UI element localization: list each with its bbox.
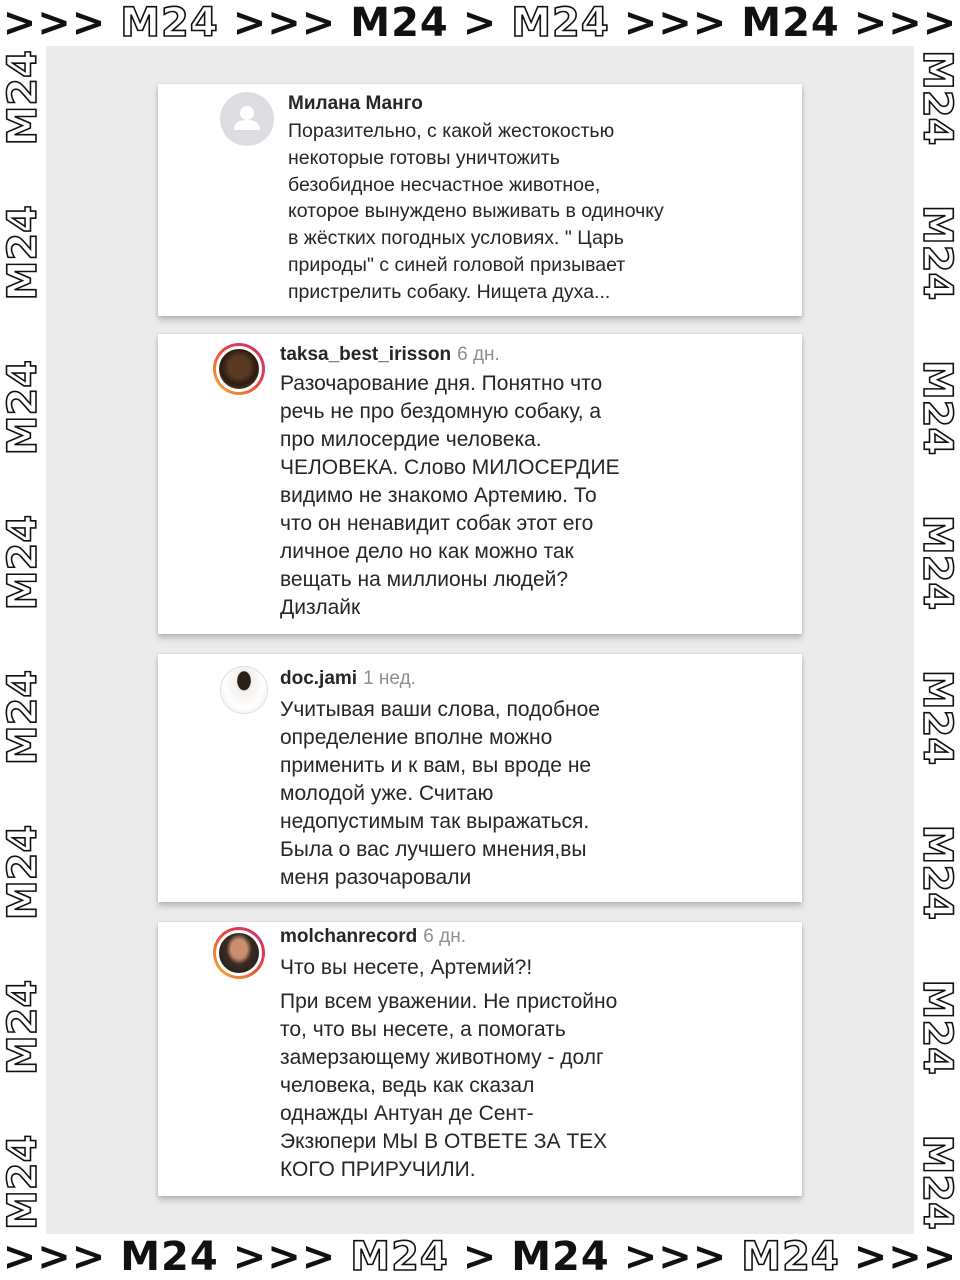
- separator: >>>: [2, 1234, 107, 1280]
- comment-header: [280, 926, 466, 948]
- brand-logo-outline: M24: [511, 0, 610, 46]
- brand-logo-outline: M24: [0, 979, 46, 1076]
- frame-left-banner: [0, 46, 46, 1234]
- separator: >: [462, 0, 498, 46]
- frame-bottom-banner: [0, 1234, 960, 1280]
- comment-card: [158, 334, 802, 634]
- comment-header: [280, 344, 500, 366]
- comment-header: [288, 93, 423, 115]
- comment-time: 1 нед.: [363, 668, 416, 689]
- brand-logo-outline: M24: [914, 824, 960, 921]
- brand-logo-outline: M24: [914, 359, 960, 456]
- comment-card: [158, 654, 802, 902]
- comment-author[interactable]: doc.jami: [280, 668, 358, 689]
- dog-photo-avatar-icon[interactable]: [213, 343, 265, 395]
- brand-logo-outline: M24: [0, 514, 46, 611]
- separator: >>>: [853, 0, 958, 46]
- comment-author[interactable]: Милана Манго: [288, 93, 423, 114]
- comment-header: [280, 668, 416, 690]
- default-user-avatar-icon[interactable]: [220, 92, 274, 146]
- comment-time: 6 дн.: [457, 344, 500, 365]
- brand-logo: M24: [350, 0, 449, 46]
- comment-author[interactable]: taksa_best_irisson: [280, 344, 452, 365]
- brand-logo-outline: M24: [741, 1234, 840, 1280]
- brand-logo-outline: M24: [914, 50, 960, 146]
- brand-logo-outline: M24: [0, 359, 46, 456]
- separator: >: [462, 1234, 498, 1280]
- brand-logo-outline: M24: [0, 205, 46, 301]
- brand-logo: M24: [511, 1234, 610, 1280]
- frame-top-banner: [0, 0, 960, 46]
- woman-photo-avatar-icon[interactable]: [220, 666, 268, 714]
- comment-time: 6 дн.: [423, 926, 466, 947]
- brand-logo-outline: M24: [120, 0, 219, 46]
- brand-logo: M24: [120, 1234, 219, 1280]
- brand-logo-outline: M24: [0, 824, 46, 921]
- comment-card: [158, 84, 802, 316]
- brand-logo-outline: M24: [0, 669, 46, 766]
- brand-logo-outline: M24: [914, 514, 960, 611]
- comment-text: Что вы несете, Артемий?!: [280, 956, 533, 979]
- brand-logo-outline: M24: [350, 1234, 449, 1280]
- brand-logo-outline: M24: [914, 979, 960, 1075]
- comments-panel: [46, 46, 914, 1234]
- separator: >>>: [2, 0, 107, 46]
- comment-text-continued: При всем уважении. Не пристойно то, что вы несете, а помогать замерзающему животному - долг человека, ведь как сказал однажды Антуан де Сент- Экзюпери МЫ В ОТВЕТЕ ЗА ТЕХ КОГО ПРИРУЧИЛИ.: [280, 990, 618, 1181]
- comment-text: Учитывая ваши слова, подобное определение вполне можно применить и к вам, вы вроде не молодой уже. Считаю недопустимым так выражаться. Была о вас лучшего мнения,вы меня разочаровали: [280, 698, 600, 889]
- separator: >>>: [853, 1234, 958, 1280]
- separator: >>>: [623, 0, 728, 46]
- separator: >>>: [232, 1234, 337, 1280]
- man-photo-avatar-icon[interactable]: [213, 927, 265, 979]
- comment-card: [158, 922, 802, 1196]
- brand-logo-outline: M24: [914, 204, 960, 301]
- brand-logo: M24: [741, 0, 840, 46]
- brand-logo-outline: M24: [914, 669, 960, 766]
- frame-right-banner: [914, 46, 960, 1234]
- comment-author[interactable]: molchanrecord: [280, 926, 418, 947]
- comment-text: Поразительно, с какой жестокостью некоторые готовы уничтожить безобидное несчастное животное, которое вынуждено выживать в одиночку в жёстких погодных условиях. " Царь природы" с синей головой призывает пристрелить собаку. Нищета духа...: [288, 120, 664, 303]
- brand-logo-outline: M24: [914, 1134, 960, 1230]
- separator: >>>: [623, 1234, 728, 1280]
- brand-logo-outline: M24: [0, 50, 46, 146]
- separator: >>>: [232, 0, 337, 46]
- brand-logo-outline: M24: [0, 1134, 46, 1230]
- comment-text: Разочарование дня. Понятно что речь не про бездомную собаку, а про милосердие человека. ЧЕЛОВЕКА. Слово МИЛОСЕРДИЕ видимо не знакомо Артемию. То что он ненавидит собак этот его личное дело но как можно так вещать на миллионы людей? Дизлайк: [280, 372, 620, 619]
